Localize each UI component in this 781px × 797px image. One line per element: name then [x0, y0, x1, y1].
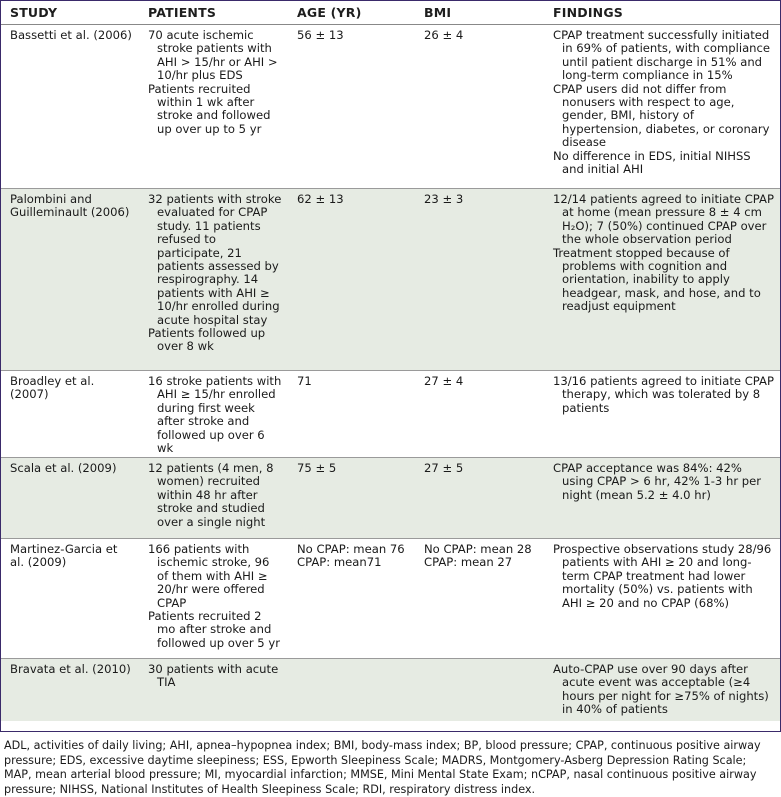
findings-cell-paragraph: Treatment stopped because of problems with cognition and orientation, inability to apply headgear, mask, and hose, and to readjust equipment [553, 245, 761, 314]
patients-cell-paragraph: Patients followed up over 8 wk [148, 326, 266, 354]
findings-cell-paragraph: 13/16 patients agreed to initiate CPAP therapy, which was tolerated by 8 patients [553, 374, 774, 415]
table-footnote: ADL, activities of daily living; AHI, apnea–hypopnea index; BMI, body-mass index; BP, blood pressure; CPAP, continuous positive airway pressure; EDS, excessive daytime sleepiness; ESS, Epworth Sleepiness Scale; MADRS, Montgomery-Asberg Depression Rating Scale; MAP, mean arterial blood pressure; MI, myocardial infarction; MMSE, Mini Mental State Exam; nCPAP, nasal continuous positive airway pressure; NIHSS, National Institutes of Health Sleepiness Scale; RDI, respiratory distress index. [4, 739, 761, 796]
findings-cell [544, 659, 780, 721]
table-row [1, 189, 780, 371]
age-cell [288, 539, 415, 659]
header-study: STUDY [1, 1, 139, 25]
patients-cell [139, 659, 288, 721]
age-cell-value: 62 ± 13 [297, 192, 344, 206]
age-cell-value: No CPAP: mean 76 CPAP: mean71 [297, 542, 405, 570]
table-row [1, 458, 780, 539]
findings-cell-paragraph: No difference in EDS, initial NIHSS and initial AHI [553, 148, 751, 177]
findings-cell [544, 539, 780, 659]
study-cell: Broadley et al. (2007) [1, 371, 139, 458]
age-cell [288, 659, 415, 721]
header-bmi: BMI [415, 1, 544, 25]
findings-cell [544, 25, 780, 189]
findings-cell-paragraph: 12/14 patients agreed to initiate CPAP at home (mean pressure 8 ± 4 cm H₂O); 7 (50%) continued CPAP over the whole observation period [553, 192, 774, 247]
patients-cell-paragraph: Patients recruited 2 mo after stroke and followed up over 5 yr [148, 609, 280, 650]
age-cell-value: 71 [297, 374, 312, 388]
study-cell: Bravata et al. (2010) [1, 659, 139, 721]
table-row [1, 25, 780, 189]
bmi-cell [415, 458, 544, 539]
findings-cell-paragraph: Auto-CPAP use over 90 days after acute event was acceptable (≥4 hours per night for ≥75% of nights) in 40% of patients [553, 662, 769, 717]
study-cell: Bassetti et al. (2006) [10, 28, 132, 42]
age-cell [288, 458, 415, 539]
patients-cell-paragraph: 70 acute ischemic stroke patients with AHI > 15/hr or AHI > 10/hr plus EDS [148, 28, 278, 83]
patients-cell-paragraph: 32 patients with stroke evaluated for CPAP study. 11 patients refused to participate, 21 patients assessed by respirography. 14 patients with AHI ≥ 10/hr enrolled during acute hospital stay [148, 192, 282, 327]
bmi-cell-value: No CPAP: mean 28 CPAP: mean 27 [424, 542, 532, 570]
patients-cell [139, 25, 288, 189]
patients-cell [139, 189, 288, 371]
findings-cell-paragraph: CPAP acceptance was 84%: 42% using CPAP > 6 hr, 42% 1-3 hr per night (mean 5.2 ± 4.0 hr) [553, 461, 762, 502]
bmi-cell-value: 23 ± 3 [424, 192, 464, 206]
patients-cell-paragraph: Patients recruited within 1 wk after stroke and followed up over up to 5 yr [148, 81, 271, 136]
header-findings: FINDINGS [544, 1, 780, 25]
findings-cell [544, 458, 780, 539]
findings-cell-paragraph: CPAP treatment successfully initiated in 69% of patients, with compliance until patient discharge in 51% and long-term compliance in 15% [553, 28, 771, 83]
study-cell: Palombini and Guilleminault (2006) [1, 189, 139, 371]
age-cell [288, 371, 415, 458]
age-cell-value: 56 ± 13 [297, 28, 344, 42]
table-header-row [1, 1, 780, 25]
bmi-cell [415, 539, 544, 659]
patients-cell [139, 458, 288, 539]
study-cell: Scala et al. (2009) [1, 458, 139, 539]
patients-cell-paragraph: 16 stroke patients with AHI ≥ 15/hr enrolled during first week after stroke and followed up over 6 wk [148, 374, 282, 456]
bmi-cell [415, 189, 544, 371]
age-cell-value: 75 ± 5 [297, 461, 337, 475]
header-age: AGE (YR) [288, 1, 415, 25]
bmi-cell [415, 371, 544, 458]
table-row [1, 371, 780, 458]
patients-cell [139, 371, 288, 458]
findings-cell [544, 189, 780, 371]
bmi-cell-value: 27 ± 4 [424, 374, 464, 388]
study-table [1, 1, 780, 721]
patients-cell-paragraph: 166 patients with ischemic stroke, 96 of them with AHI ≥ 20/hr were offered CPAP [148, 542, 270, 610]
findings-cell [544, 371, 780, 458]
findings-cell-paragraph: CPAP users did not differ from nonusers with respect to age, gender, BMI, history of hypertension, diabetes, or coronary disease [553, 81, 770, 150]
bmi-cell [415, 25, 544, 189]
findings-cell-paragraph: Prospective observations study 28/96 patients with AHI ≥ 20 and long-term CPAP treatment had lower mortality (50%) vs. patients with AHI ≥ 20 and no CPAP (68%) [553, 542, 772, 610]
patients-cell-paragraph: 30 patients with acute TIA [148, 662, 279, 690]
bmi-cell-value: 27 ± 5 [424, 461, 464, 475]
age-cell [288, 189, 415, 371]
patients-cell [139, 539, 288, 659]
study-cell: Martinez-Garcia et al. (2009) [1, 539, 139, 659]
patients-cell-paragraph: 12 patients (4 men, 8 women) recruited within 48 hr after stroke and studied over a single night [148, 461, 274, 529]
age-cell [288, 25, 415, 189]
bmi-cell [415, 659, 544, 721]
header-patients: PATIENTS [139, 1, 288, 25]
bmi-cell-value: 26 ± 4 [424, 28, 464, 42]
table-row [1, 539, 780, 659]
table-row [1, 659, 780, 721]
